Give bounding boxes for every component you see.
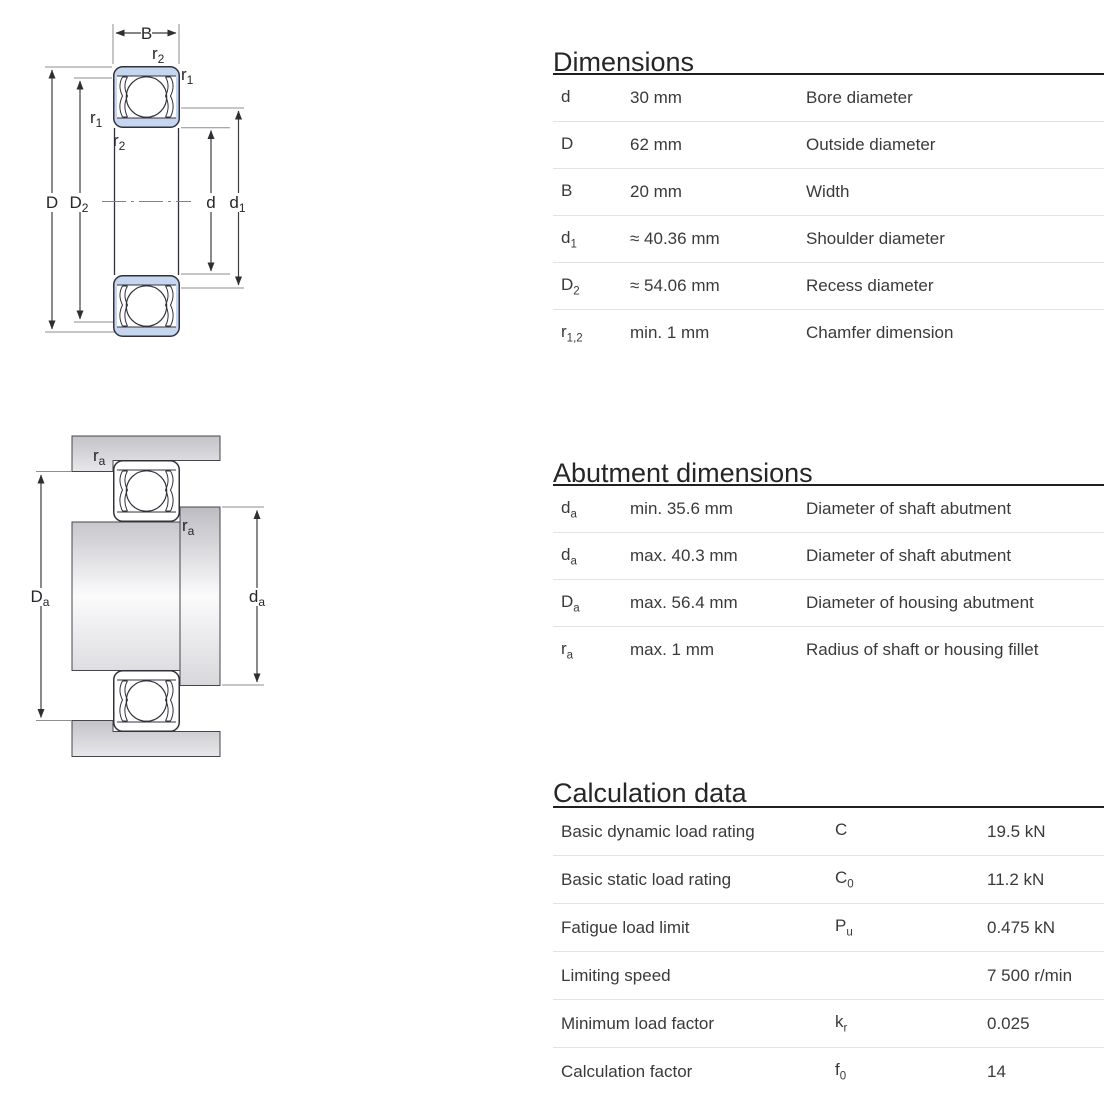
label-d1: $d_1$: [229, 193, 246, 215]
value-cell: 19.5 kN: [987, 821, 1046, 841]
description-cell: Recess diameter: [806, 276, 934, 295]
description-cell: Radius of shaft or housing fillet: [806, 640, 1039, 659]
label-r2-bottom: $r_2$: [113, 131, 126, 153]
quantity-label-cell: Basic static load rating: [561, 869, 732, 889]
bearing-cross-section-bottom: [114, 276, 180, 337]
value-cell: 11.2 kN: [987, 869, 1045, 889]
table-row: [553, 952, 1104, 1000]
label-d: d: [206, 193, 216, 212]
dimensions-table: [553, 73, 1104, 356]
section-title-dimensions: Dimensions: [553, 47, 695, 78]
abutment-dimensions-table: [553, 484, 1104, 673]
table-row: [553, 1000, 1104, 1048]
table-row: [553, 263, 1104, 310]
description-cell: Diameter of shaft abutment: [806, 499, 1012, 518]
table-row: [553, 122, 1104, 169]
description-cell: Bore diameter: [806, 88, 913, 107]
value-cell: 7 500 r/min: [987, 965, 1073, 985]
value-cell: ≈ 54.06 mm: [630, 276, 720, 295]
symbol-cell: B: [561, 180, 573, 200]
section-title-abutment-dimensions: Abutment dimensions: [553, 458, 813, 489]
table-row: [553, 856, 1104, 904]
bearing-cross-section-top: [114, 461, 180, 522]
shaft: [72, 507, 220, 686]
table-row: [553, 808, 1104, 856]
value-cell: min. 1 mm: [630, 323, 710, 342]
label-Da: $D_a$: [30, 587, 50, 609]
label-r1-left: $r_1$: [90, 108, 103, 130]
symbol-cell: $P_u$: [835, 916, 853, 939]
value-cell: max. 56.4 mm: [630, 593, 738, 612]
table-row: [553, 310, 1104, 356]
description-cell: Shoulder diameter: [806, 229, 945, 248]
label-r2-top: $r_2$: [152, 44, 165, 66]
label-B: B: [140, 24, 153, 43]
symbol-cell: $C_0$: [835, 868, 854, 891]
value-cell: ≈ 40.36 mm: [630, 229, 720, 248]
symbol-cell: $r_{1,2}$: [561, 321, 583, 344]
table-row: [553, 904, 1104, 952]
symbol-cell: $D_a$: [561, 591, 580, 614]
symbol-cell: C: [835, 820, 848, 840]
quantity-label-cell: Minimum load factor: [561, 1013, 715, 1033]
description-cell: Width: [806, 182, 850, 201]
symbol-cell: $d_a$: [561, 544, 577, 567]
label-D2: $D_2$: [69, 193, 89, 215]
quantity-label-cell: Fatigue load limit: [561, 917, 690, 937]
quantity-label-cell: Calculation factor: [561, 1061, 693, 1081]
table-row: [553, 533, 1104, 580]
value-cell: 0.475 kN: [987, 917, 1056, 937]
description-cell: Outside diameter: [806, 135, 936, 154]
section-title-calculation-data: Calculation data: [553, 778, 747, 809]
label-da: $d_a$: [248, 587, 266, 609]
value-cell: 62 mm: [630, 135, 682, 154]
table-row: [553, 169, 1104, 216]
value-cell: max. 40.3 mm: [630, 546, 738, 565]
symbol-cell: $f_0$: [835, 1060, 847, 1083]
bearing-cross-section-bottom: [114, 671, 180, 732]
symbol-cell: D: [561, 133, 574, 153]
quantity-label-cell: Basic dynamic load rating: [561, 821, 755, 841]
quantity-label-cell: Limiting speed: [561, 965, 671, 985]
label-r1-right: $r_1$: [181, 65, 194, 87]
label-D: D: [45, 193, 59, 212]
value-cell: min. 35.6 mm: [630, 499, 733, 518]
table-row: [553, 216, 1104, 263]
bearing-mounting-drawing: [0, 420, 300, 775]
value-cell: 0.025: [987, 1013, 1030, 1033]
calculation-data-table: [553, 806, 1104, 1095]
value-cell: max. 1 mm: [630, 640, 715, 659]
description-cell: Diameter of shaft abutment: [806, 546, 1012, 565]
table-row: [553, 75, 1104, 122]
symbol-cell: $d_1$: [561, 227, 577, 250]
value-cell: 14: [987, 1061, 1006, 1081]
symbol-cell: $d_a$: [561, 497, 577, 520]
label-ra-bottom: $r_a$: [182, 516, 195, 538]
description-cell: Diameter of housing abutment: [806, 593, 1034, 612]
bearing-section-drawing: [0, 0, 300, 370]
table-row: [553, 580, 1104, 627]
value-cell: 20 mm: [630, 182, 682, 201]
table-row: [553, 1048, 1104, 1095]
symbol-cell: d: [561, 86, 571, 106]
symbol-cell: $k_r$: [835, 1012, 848, 1035]
table-row: [553, 486, 1104, 533]
description-cell: Chamfer dimension: [806, 323, 954, 342]
bearing-cross-section-top: [114, 67, 180, 128]
value-cell: 30 mm: [630, 88, 682, 107]
label-ra-top: $r_a$: [93, 446, 106, 468]
symbol-cell: $r_a$: [561, 638, 574, 661]
symbol-cell: $D_2$: [561, 274, 580, 297]
table-row: [553, 627, 1104, 673]
